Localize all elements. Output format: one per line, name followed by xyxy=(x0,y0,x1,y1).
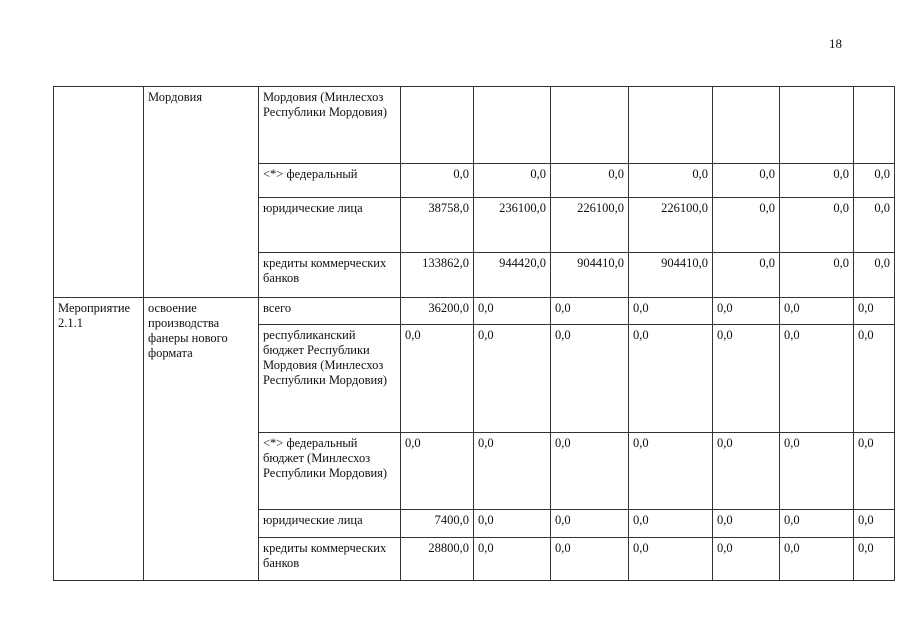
funding-source-cell: <*> федеральный xyxy=(259,164,401,198)
value-cell: 0,0 xyxy=(713,198,780,253)
value-cell: 0,0 xyxy=(629,298,713,325)
value-cell: 38758,0 xyxy=(401,198,474,253)
funding-source-cell: кредиты коммерческих банков xyxy=(259,538,401,581)
table-row xyxy=(54,87,895,164)
value-cell: 0,0 xyxy=(854,433,895,510)
page-number: 18 xyxy=(829,36,842,51)
value-cell: 0,0 xyxy=(629,538,713,581)
value-cell: 0,0 xyxy=(854,325,895,433)
value-cell: 0,0 xyxy=(854,198,895,253)
value-cell: 0,0 xyxy=(551,510,629,538)
value-cell: 236100,0 xyxy=(474,198,551,253)
activity-description-cell: освоение производства фанеры нового формата xyxy=(144,298,259,581)
value-cell: 0,0 xyxy=(629,164,713,198)
funding-source-cell: юридические лица xyxy=(259,510,401,538)
value-cell: 226100,0 xyxy=(629,198,713,253)
value-cell: 0,0 xyxy=(854,298,895,325)
value-cell: 0,0 xyxy=(713,253,780,298)
value-cell: 0,0 xyxy=(551,325,629,433)
value-cell: 0,0 xyxy=(713,298,780,325)
value-cell: 0,0 xyxy=(780,510,854,538)
value-cell: 0,0 xyxy=(474,325,551,433)
value-cell: 0,0 xyxy=(401,433,474,510)
value-cell: 0,0 xyxy=(474,510,551,538)
value-cell: 0,0 xyxy=(713,164,780,198)
value-cell: 0,0 xyxy=(713,510,780,538)
value-cell: 904410,0 xyxy=(551,253,629,298)
value-cell: 0,0 xyxy=(780,538,854,581)
value-cell xyxy=(629,87,713,164)
value-cell: 0,0 xyxy=(551,433,629,510)
value-cell: 0,0 xyxy=(854,164,895,198)
value-cell: 0,0 xyxy=(629,510,713,538)
value-cell: 0,0 xyxy=(401,325,474,433)
value-cell: 0,0 xyxy=(854,253,895,298)
value-cell: 0,0 xyxy=(713,433,780,510)
value-cell: 944420,0 xyxy=(474,253,551,298)
value-cell: 0,0 xyxy=(629,325,713,433)
funding-source-cell: всего xyxy=(259,298,401,325)
value-cell: 0,0 xyxy=(713,538,780,581)
value-cell xyxy=(551,87,629,164)
value-cell: 0,0 xyxy=(474,433,551,510)
budget-table xyxy=(53,86,895,581)
value-cell: 0,0 xyxy=(401,164,474,198)
funding-source-cell: Мордовия (Минлесхоз Республики Мордовия) xyxy=(259,87,401,164)
value-cell: 0,0 xyxy=(780,253,854,298)
value-cell: 0,0 xyxy=(474,164,551,198)
value-cell: 0,0 xyxy=(780,164,854,198)
funding-source-cell: республиканский бюджет Республики Мордовия (Минлесхоз Республики Мордовия) xyxy=(259,325,401,433)
funding-source-cell: юридические лица xyxy=(259,198,401,253)
funding-source-cell: <*> федеральный бюджет (Минлесхоз Республики Мордовия) xyxy=(259,433,401,510)
value-cell: 133862,0 xyxy=(401,253,474,298)
value-cell: 0,0 xyxy=(474,298,551,325)
value-cell xyxy=(474,87,551,164)
value-cell: 0,0 xyxy=(780,433,854,510)
value-cell: 0,0 xyxy=(854,510,895,538)
value-cell: 0,0 xyxy=(780,198,854,253)
value-cell: 0,0 xyxy=(780,298,854,325)
funding-source-cell: кредиты коммерческих банков xyxy=(259,253,401,298)
value-cell: 0,0 xyxy=(551,164,629,198)
value-cell: 36200,0 xyxy=(401,298,474,325)
value-cell: 0,0 xyxy=(474,538,551,581)
value-cell: 0,0 xyxy=(780,325,854,433)
value-cell: 7400,0 xyxy=(401,510,474,538)
value-cell: 28800,0 xyxy=(401,538,474,581)
table-row xyxy=(54,298,895,325)
value-cell: 0,0 xyxy=(551,538,629,581)
value-cell xyxy=(713,87,780,164)
value-cell xyxy=(780,87,854,164)
value-cell: 0,0 xyxy=(713,325,780,433)
value-cell: 226100,0 xyxy=(551,198,629,253)
value-cell xyxy=(401,87,474,164)
value-cell: 0,0 xyxy=(629,433,713,510)
activity-number-cell: Мероприятие 2.1.1 xyxy=(54,298,144,581)
value-cell: 904410,0 xyxy=(629,253,713,298)
value-cell: 0,0 xyxy=(854,538,895,581)
activity-cell-empty xyxy=(54,87,144,298)
activity-description-cell: Мордовия xyxy=(144,87,259,298)
value-cell xyxy=(854,87,895,164)
value-cell: 0,0 xyxy=(551,298,629,325)
